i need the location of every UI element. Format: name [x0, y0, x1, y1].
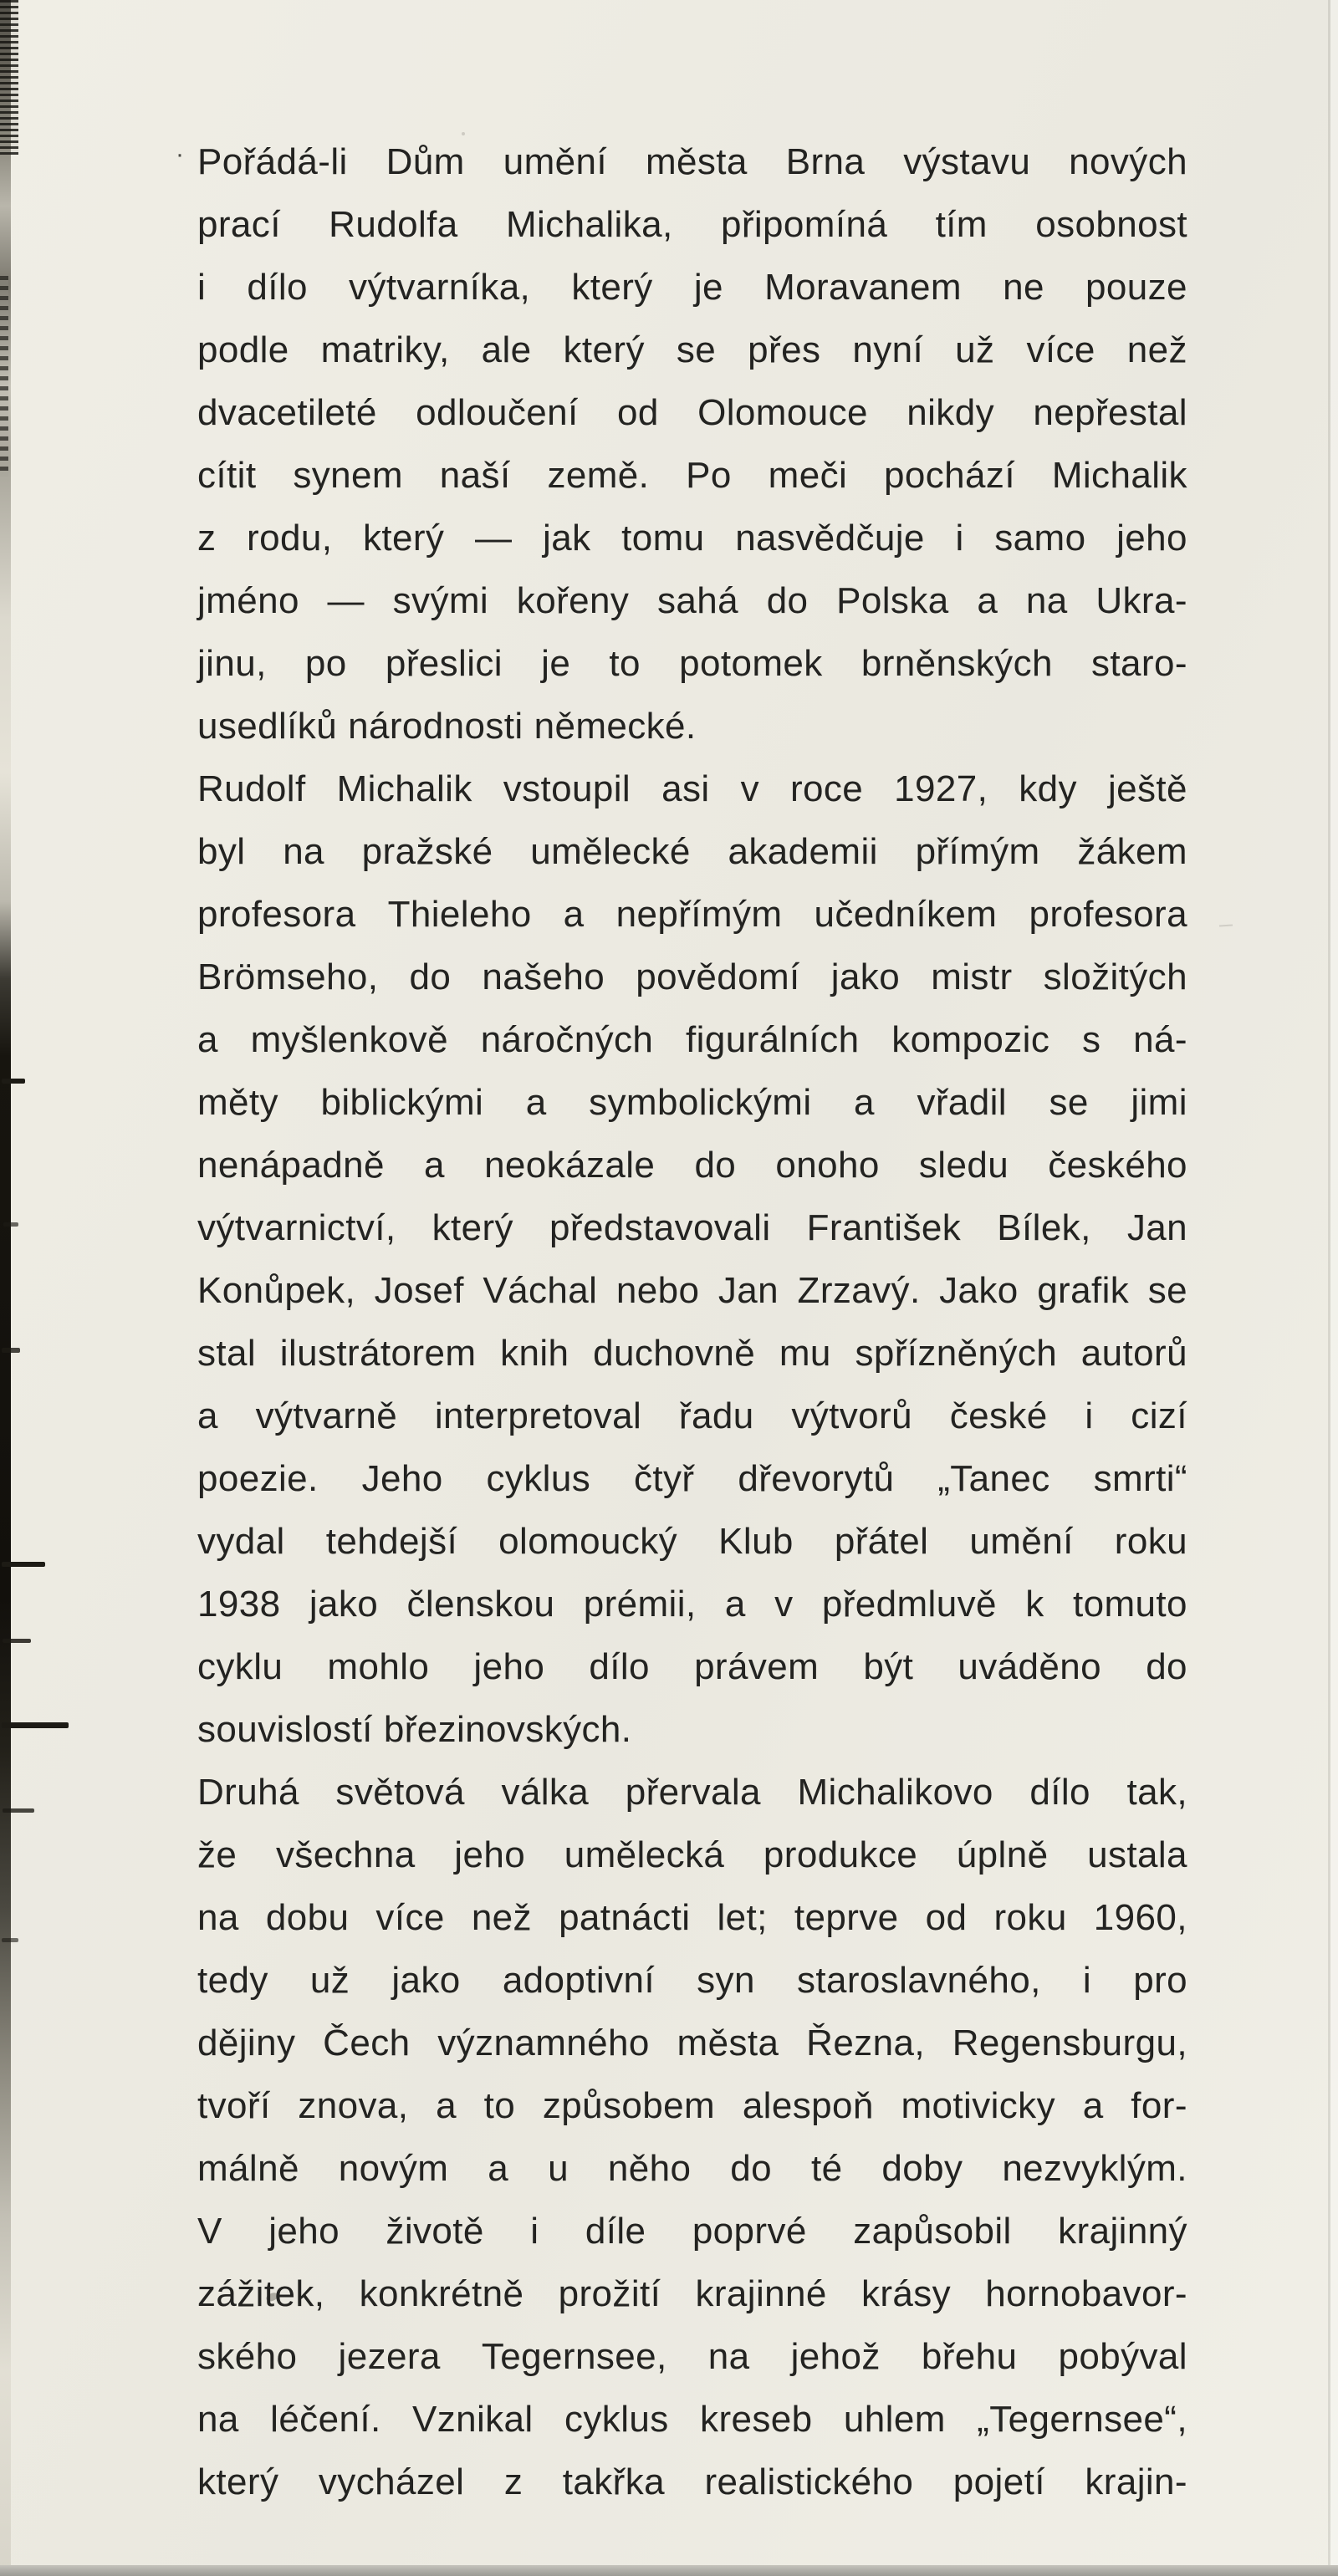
text-line: byl na pražské umělecké akademii přímým žákem: [197, 831, 1187, 872]
binding-hatch-texture: [0, 276, 8, 477]
text-line: který vycházel z takřka realistického pojetí krajin-: [197, 2461, 1187, 2502]
text-line: prací Rudolfa Michalika, připomíná tím osobnost: [197, 204, 1187, 245]
text-line: dějiny Čech významného města Řezna, Regensburgu,: [197, 2023, 1187, 2063]
body-text: [197, 130, 1187, 2513]
text-line: vydal tehdejší olomoucký Klub přátel umění roku: [197, 1521, 1187, 1562]
text-line: dvacetileté odloučení od Olomouce nikdy nepřestal: [197, 392, 1187, 433]
text-line: na léčení. Vznikal cyklus kreseb uhlem „Tegernsee“,: [197, 2399, 1187, 2440]
text-line: podle matriky, ale který se přes nyní už více než: [197, 329, 1187, 370]
scratch-artifact: [1219, 924, 1233, 926]
paragraph: [197, 1761, 1187, 2513]
binding-mark: [2, 1722, 69, 1728]
scan-left-edge: [0, 0, 11, 2576]
binding-mark: [2, 1562, 45, 1567]
text-line: Druhá světová válka přervala Michalikovo dílo tak,: [197, 1772, 1187, 1813]
text-line: 1938 jako členskou prémii, a v předmluvě k tomuto: [197, 1584, 1187, 1625]
text-line: Rudolf Michalik vstoupil asi v roce 1927, kdy ještě: [197, 768, 1187, 809]
ink-dot-artifact: ·: [176, 140, 184, 168]
text-line: Pořádá-li Dům umění města Brna výstavu nových: [197, 141, 1187, 182]
text-line: na dobu více než patnácti let; teprve od roku 1960,: [197, 1897, 1187, 1938]
text-line: a myšlenkově náročných figurálních kompozic s ná-: [197, 1019, 1187, 1060]
text-line: Brömseho, do našeho povědomí jako mistr složitých: [197, 956, 1187, 997]
paragraph: [197, 757, 1187, 1761]
binding-hatch-texture: [0, 0, 18, 155]
binding-mark: [3, 1808, 34, 1813]
text-line: cyklu mohlo jeho dílo právem být uváděno do: [197, 1646, 1187, 1687]
paragraph: [197, 130, 1187, 757]
text-line: jinu, po přeslici je to potomek brněnských staro-: [197, 643, 1187, 684]
text-line: ského jezera Tegernsee, na jehož břehu pobýval: [197, 2336, 1187, 2377]
binding-mark: [2, 1079, 25, 1084]
text-line: Konůpek, Josef Váchal nebo Jan Zrzavý. Jako grafik se: [197, 1270, 1187, 1311]
binding-mark: [2, 1348, 20, 1353]
text-line: a výtvarně interpretoval řadu výtvorů české i cizí: [197, 1395, 1187, 1436]
text-line: měty biblickými a symbolickými a vřadil se jimi: [197, 1082, 1187, 1123]
text-line: zážitek, konkrétně prožití krajinné krásy hornobavor-: [197, 2273, 1187, 2314]
text-line: tvoří znova, a to způsobem alespoň motivicky a for-: [197, 2085, 1187, 2126]
text-line: poezie. Jeho cyklus čtyř dřevorytů „Tanec smrti“: [197, 1458, 1187, 1499]
text-line: z rodu, který — jak tomu nasvědčuje i samo jeho: [197, 518, 1187, 559]
text-line: výtvarnictví, který představovali František Bílek, Jan: [197, 1207, 1187, 1248]
binding-mark: [3, 1222, 18, 1227]
text-line: že všechna jeho umělecká produkce úplně ustala: [197, 1834, 1187, 1875]
scan-bottom-edge: [0, 2565, 1338, 2576]
text-line: V jeho životě i díle poprvé zapůsobil krajinný: [197, 2211, 1187, 2252]
page-edge-highlight: [1330, 0, 1338, 2576]
text-line: profesora Thieleho a nepřímým učedníkem profesora: [197, 894, 1187, 935]
text-line: i dílo výtvarníka, který je Moravanem ne pouze: [197, 267, 1187, 308]
text-line: jméno — svými kořeny sahá do Polska a na Ukra-: [197, 580, 1187, 621]
binding-mark: [2, 1938, 18, 1942]
text-line: málně novým a u něho do té doby nezvyklým.: [197, 2148, 1187, 2189]
text-line: cítit synem naší země. Po meči pochází Michalik: [197, 455, 1187, 496]
text-line: tedy už jako adoptivní syn staroslavného, i pro: [197, 1960, 1187, 2001]
text-line: usedlíků národnosti německé.: [197, 706, 697, 747]
text-line: nenápadně a neokázale do onoho sledu českého: [197, 1145, 1187, 1186]
binding-mark: [3, 1639, 31, 1643]
text-line: stal ilustrátorem knih duchovně mu spřízněných autorů: [197, 1333, 1187, 1374]
text-line: souvislostí březinovských.: [197, 1709, 632, 1750]
